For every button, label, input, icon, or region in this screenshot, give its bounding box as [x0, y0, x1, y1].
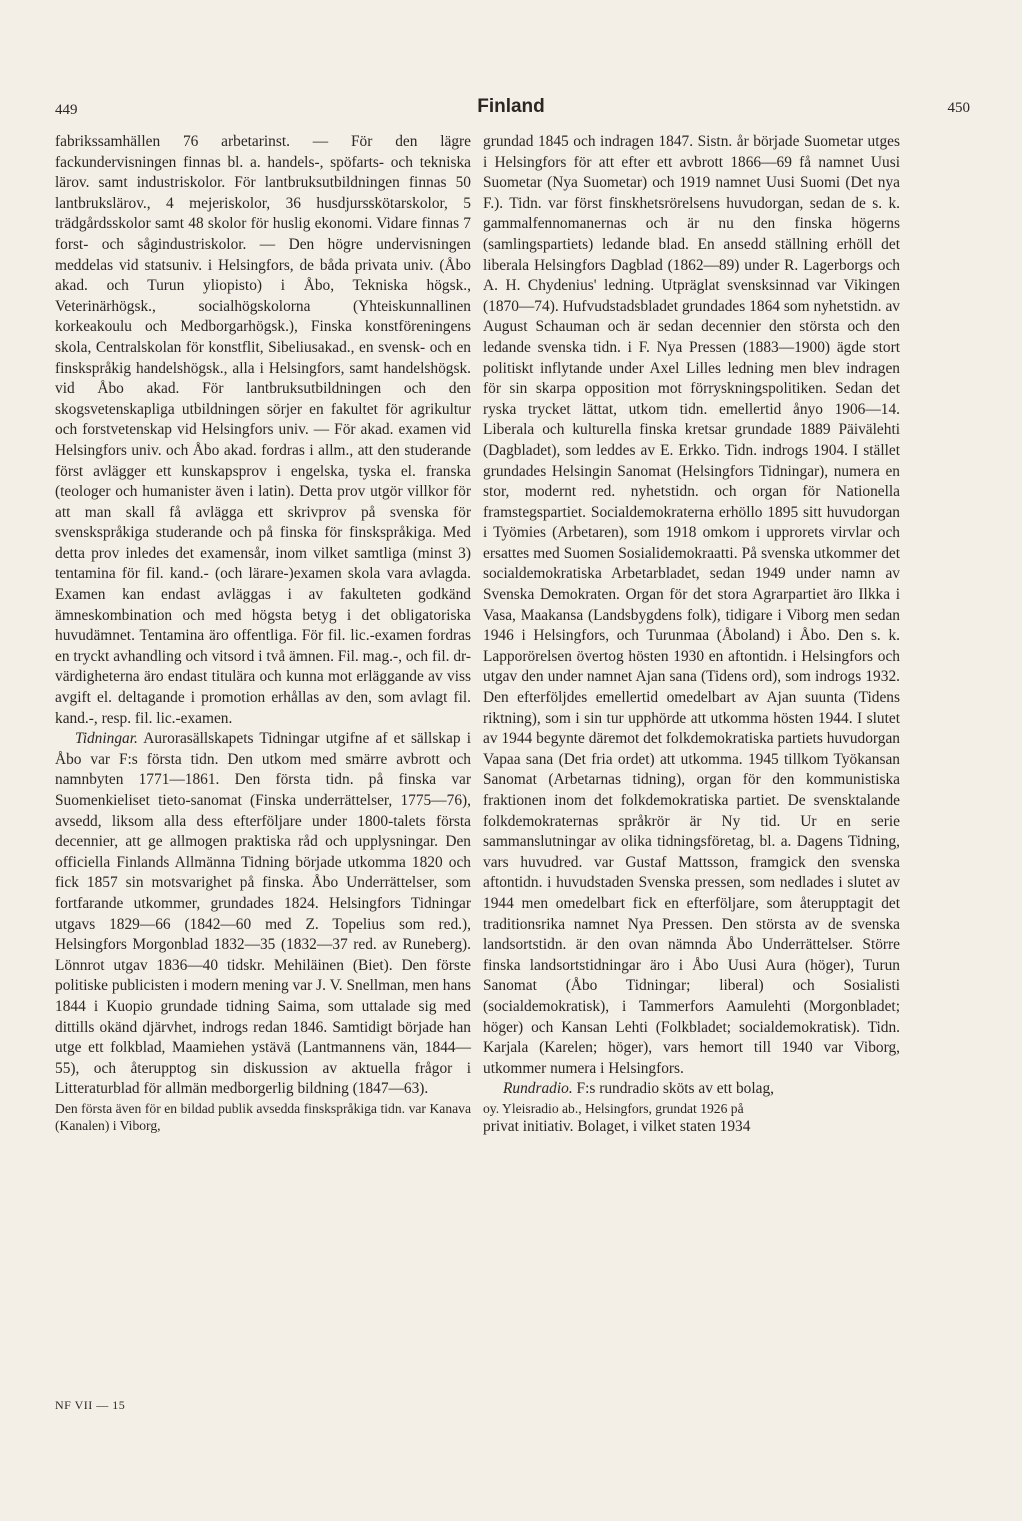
left-column — [55, 132, 471, 1134]
paragraph-education: fabrikssamhällen 76 arbetarinst. — För den lägre fackundervisningen finnas bl. a. handels-, spöfarts- och tekniska lärov. samt industriskolor. För lantbruksutbildningen finnas 50 lantbrukslärov., 4 mejeriskolor, 36 husdjursskötarskolor, 5 trädgårdsskolor samt 48 skolor för huslig ekonomi. Vidare finnas 7 forst- och sågindustriskolor. — Den högre undervisningen meddelas vid statsuniv. i Helsingfors, de båda privata univ. (Åbo akad. och Turun yliopisto) i Åbo, Tekniska högsk., Veterinärhögsk., socialhögskolorna (Yhteiskunnallinen korkeakoulu och Medborgarhögsk.), Finska konstföreningens skola, Centralskolan för konstflit, Sibeliusakad., en svensk- och en finskspråkig handelshögsk., alla i Helsingfors, samt handelshögsk. vid Åbo akad. För lantbruksutbildningen och den skogsvetenskapliga utbildningen sörjer en fakultet för agrikultur och forstvetenskap vid Helsingfors univ. — För akad. examen vid Helsingfors univ. och Åbo akad. fordras i allm., att den studerande först avlägger ett kunskapsprov i engelska, tyska el. franska (teologer och humanister även i latin). Detta prov utgör villkor för att man skall få avlägga ett skrivprov på svenska för svenskspråkiga studerande och på finska för finskspråkiga. Med detta prov inledes det examensår, inom vilket samtliga (minst 3) tentamina för fil. kand.- (och lärare-)examen skola vara avlagda. Examen kan endast avläggas i av fakulteten godkänd ämneskombination och med högsta betyg i det obligatoriska huvudämnet. Tentamina äro offentliga. För fil. lic.-examen fordras en tryckt avhandling och vitsord i två ämnen. Fil. mag.-, och fil. dr-värdigheterna äro endast titulära och kunna mot erläggande av viss avgift el. deltagande i promotion erhållas av den, som avlagt fil. kand.-, resp. fil. lic.-examen. — [55, 133, 471, 727]
section-heading-rundradio: Rundradio. — [503, 1080, 573, 1098]
signature-mark: NF VII — 15 — [55, 1398, 126, 1412]
running-title: Finland — [477, 96, 545, 117]
paragraph-radio-small: oy. Yleisradio ab., Helsingfors, grundat 1926 på — [483, 1100, 744, 1116]
page-number-right: 450 — [947, 100, 970, 116]
paragraph-small-print: Den första även för en bildad publik avsedda finskspråkiga tidn. var Kanava (Kanalen) i Viborg, — [55, 1100, 471, 1133]
paragraph-radio-text: F:s rundradio sköts av ett bolag, — [572, 1080, 775, 1098]
page-number-left: 449 — [55, 102, 78, 118]
paragraph-newspapers-text: Aurorasällskapets Tidningar utgifne af et sällskap i Åbo var F:s första tidn. Den utkom med smärre avbrott och namnbyten 1771—1861. Den första tidn. på finska var Suomenkieliset tieto-sanomat (Finska underrättelser, 1775—76), avsedd, liksom alla dess efterföljare under 1800-talets första decennier, att ge allmogen praktiska råd och upplysningar. Den officiella Finlands Allmänna Tidning började utkomma 1820 och fick 1857 sin motsvarighet på finska. Åbo Underrättelser, som fortfarande utkommer, grundades 1824. Helsingfors Tidningar utgavs 1829—66 (1842—60 med Z. Topelius som red.), Helsingfors Morgonblad 1832—35 (1832—37 red. av Runeberg). Lönnrot utgav 1836—40 tidskr. Mehiläinen (Biet). Den förste politiske publicisten i modern mening var J. V. Snellman, men hans 1844 i Kuopio grundade tidning Saima, som uttalade sig med dittills okänd djärvhet, indrogs redan 1846. Samtidigt började han utge ett folkblad, Maamiehen ystävä (Lantmannens vän, 1844—55), och återupptog sin diskussion av aktuella frågor i Litteraturblad för allmän medborgerlig bildning (1847—63). — [55, 730, 471, 1098]
paragraph-radio-end: privat initiativ. Bolaget, i vilket staten 1934 — [483, 1117, 751, 1135]
section-heading-tidningar: Tidningar. — [75, 730, 138, 748]
page-header — [0, 96, 1022, 126]
paragraph-newspapers-continued: grundad 1845 och indragen 1847. Sistn. år började Suometar utges i Helsingfors för att efter ett avbrott 1866—69 få namnet Uusi Suometar (Nya Suometar) och 1919 namnet Uusi Suomi (Det nya F.). Tidn. var först finskhetsrörelsens huvudorgan, sedan de s. k. gammalfennomanernas och är nu den finska högerns (samlingspartiets) ledande blad. En ansedd ställning erhöll det liberala Helsingfors Dagblad (1862—89) under R. Lagerborgs och A. H. Chydenius' ledning. Utpräglat svensksinnad var Vikingen (1870—74). Hufvudstadsbladet grundades 1864 som nyhetstidn. av August Schauman och är sedan decennier den största och den ledande svenska tidn. i F. Nya Pressen (1883—1900) ägde stort politiskt inflytande under Axel Lilles ledning men blev indragen för sin skarpa opposition mot förryskningspolitiken. Sedan det ryska trycket lättat, utkom tidn. emellertid ånyo 1906—14. Liberala och kulturella finska kretsar grundade 1889 Päivälehti (Dagbladet), som leddes av E. Erkko. Tidn. indrogs 1904. I stället grundades Helsingin Sanomat (Helsingfors Tidningar), numera en stor, modernt red. nyhetstidn. och organ för Nationella framstegspartiet. Socialdemokraterna erhöllo 1895 sitt huvudorgan i Työmies (Arbetaren), som 1918 omkom i upprorets virvlar och ersattes med Suomen Sosialidemokraatti. På svenska utkommer det socialdemokratiska Arbetarbladet, sedan 1949 under namn av Svenska Demokraten. Organ för det stora Agrarpartiet äro Ilkka i Vasa, Maakansa (Landsbygdens folk), tidigare i Viborg men sedan 1946 i Helsingfors, och Turunmaa (Åboland) i Åbo. Den s. k. Lapporörelsen övertog hösten 1930 en aftontidn. i Helsingfors och utgav den under namnet Ajan sana (Tidens ord), som indrogs 1932. Den efterföljdes emellertid omedelbart av Ajan suunta (Tidens riktning), som i sin tur upphörde att utkomma hösten 1944. I slutet av 1944 begynte däremot det folkdemokratiska partiets huvudorgan Vapaa sana (Det fria ordet) att utkomma. 1945 tillkom Työkansan Sanomat (Arbetarnas tidning), organ för den kommunistiska fraktionen inom det folkdemokratiska partiet. De svensktalande folkdemokraternas språkrör är Ny tid. Ur en serie sammanslutningar av olika tidningsföretag, bl. a. Dagens Tidning, vars huvudred. var Gustaf Mattsson, framgick den svenska aftontidn. i huvudstaden Svenska pressen, som nedlades i slutet av 1944 men omedelbart fick en efterföljare, som återupptagit det traditionsrika namnet Nya Pressen. Den största av de svenska landsortstidn. är den ovan nämnda Åbo Underrättelser. Större finska landsortstidningar äro i Åbo Uusi Aura (höger), Turun Sanomat (Åbo Tidningar; liberal) och Sosialisti (socialdemokratisk), i Tammerfors Aamulehti (Morgonbladet; höger) och Kansan Lehti (Folkbladet; socialdemokratisk). Tidn. Karjala (Karelen; höger), vars hemort till 1940 var Viborg, utkommer numera i Helsingfors. — [483, 133, 900, 1077]
right-column — [483, 132, 900, 1138]
paragraph-newspapers — [55, 729, 471, 1100]
paragraph-radio — [483, 1079, 900, 1100]
